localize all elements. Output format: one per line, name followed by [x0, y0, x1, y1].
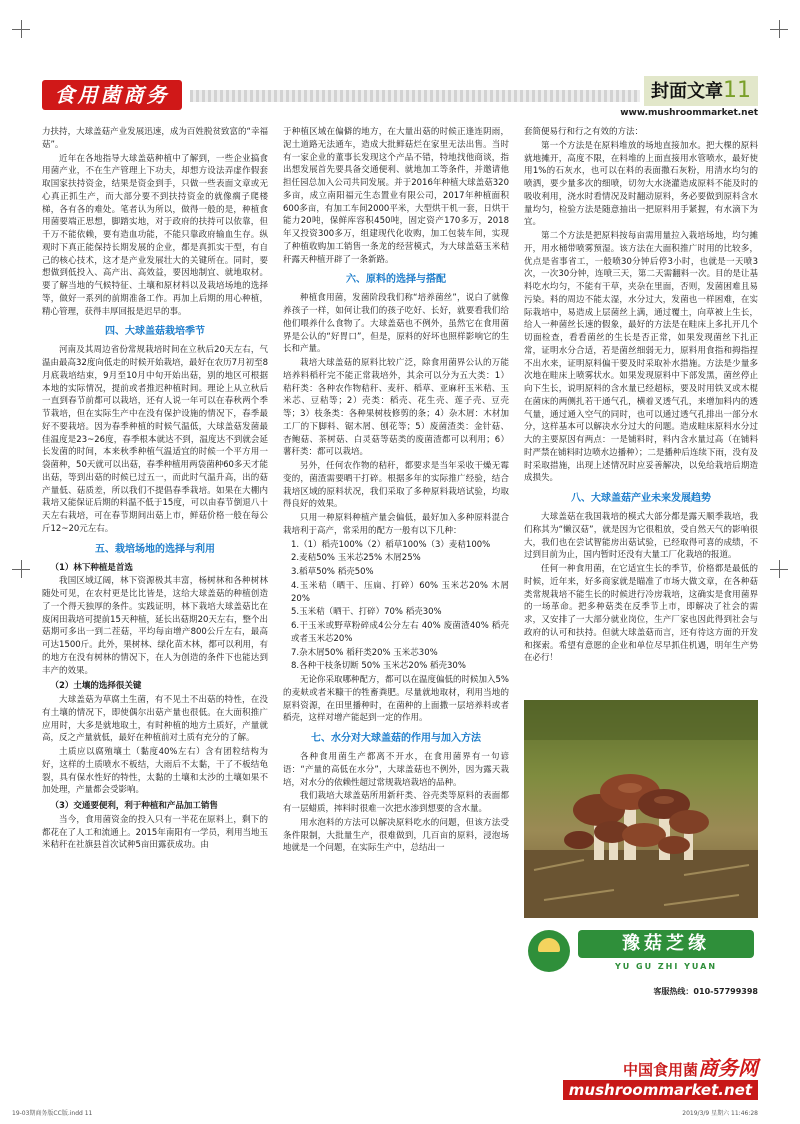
- section-heading: 五、栽培场地的选择与利用: [95, 543, 215, 555]
- paragraph: 大球盖菇为草腐土生菌，有不见土不出菇的特性，在没有土壤的情况下，即使偶尔出菇产量也很低。在大面积推广应用时，大多是就地取土，有时种植的地方土质好，产量就高，反之产量就低，最好在种植前对土质有充分的了解。: [42, 695, 268, 744]
- section-heading: 四、大球盖菇栽培季节: [105, 326, 205, 338]
- ad-title: 豫菇芝缘: [578, 930, 754, 958]
- formula-line: 5.玉米秸（晒干、打碎）70% 稻壳30%: [291, 607, 442, 618]
- formula-line: 1.（1）稻壳100%（2）稻草100%（3）麦秸100%: [291, 539, 491, 550]
- mushroom-cluster-illustration: [524, 700, 758, 918]
- section-heading: 六、原料的选择与搭配: [346, 274, 446, 286]
- paragraph: 任何一种食用菌，在它适宜生长的季节，价格都是最低的时候，近年来，好多商家就是瞄准了市场大做文章，在各种菇类常规栽培不能生长的时候进行冷房栽培，这确实是食用菌界的一场革命。把多种菇类在反季节上市，即解决了社会的需求，又安排了一大部分就业岗位，生产厂家也因此得到社会与政府的认可和扶持。但就大球盖菇而言，还有待这方面的开发和探索。希望有意愿的企业和单位尽早抓住机遇，明年生产势在必行！: [524, 564, 758, 664]
- article-column-3: [524, 126, 758, 666]
- section-heading: 七、水分对大球盖菇的作用与加入方法: [311, 733, 481, 744]
- formula-line: 6.干玉米或野草粉碎成4公分左右 40% 废菌渣40% 稻壳或者玉米芯20%: [291, 621, 509, 644]
- page-number: 11: [723, 78, 751, 103]
- brand-name-b: 商务网: [698, 1056, 758, 1080]
- paragraph: 无论你采取哪种配方，都可以在温度偏低的时候加入5%的麦麸或者米糠干的牲畜粪肥。尽量就地取材，利用当地的原料资源，在田里播种时，在菌种的上面撒一层培养料或者稻壳，这样对增产能起到一定的作用。: [283, 675, 509, 724]
- brand-name-a: 中国食用菌: [622, 1061, 698, 1079]
- magazine-logo: 食用菌商务: [42, 80, 182, 110]
- footer-brand-name: [623, 1052, 758, 1081]
- paragraph: 只用一种原料种植产量会偏低，最好加入多种原料混合栽培利于高产，常采用的配方一般有以下几种：: [283, 513, 509, 536]
- crop-mark: [12, 560, 30, 578]
- section-heading: 八、大球盖菇产业未来发展趋势: [571, 493, 711, 504]
- formula-line: 3.稻草50% 稻壳50%: [291, 567, 374, 577]
- subheading: （3）交通要便利，利于种植和产品加工销售: [50, 801, 218, 811]
- footer-brand-url: mushroommarket.net: [563, 1080, 758, 1100]
- crop-mark: [770, 20, 788, 38]
- article-column-2: [283, 126, 509, 856]
- paragraph: 套简便易行和行之有效的方法：: [524, 127, 644, 137]
- paragraph: 第二个方法是把原料按每亩需用量拉入栽培场地，均匀摊开，用水桶带喷雾预湿。该方法在大面积推广时用的比较多，优点是省事省工，一般喷30分钟后停3小时，也就是一天喷3次，一次30分钟，连喷三天，第二天需翻料一次。目的是让基料吃水均匀，不能有干草，夹杂在里面，否则，发菌困难且易污染。料的周边不能太湿，水分过大，发菌也一样困难，在实际栽培中，易造成上层菌丝上满，通过覆土，向草被上生长，给人一种菌丝长速的假象，最好的方法是在畦床上多扎开几个切面检查，看看菌丝的生长是否正常，如果发现菌丝下扎正常，证明水分合适，若是菌丝细弱无力，原料用食指和拇指捏不出水来，证明原料偏干要及时采取补水措施。方法是少量多次地在畦床上喷雾状水。如果发现原料中下部发黑，菌丝停止向下生长，说明原料的含水量已经超标，要及时用铁叉或木棍在菌床的两侧扎若干通气孔，横着叉透气孔，来增加料内的透气量，通过通入空气的同时，也可以通过透气孔排出一部分水分，这样基本可以解决水分过大的问题。造成畦床原料水分过大的主要原因有两点：一是铺料时，料内含水量过高（在铺料时严禁在铺料时边喷水边播种）；二是播种后连续下雨，没有及时采取措施，出现上述情况时应妥善解决，以免给栽培后期造成损失。: [524, 231, 758, 484]
- paragraph: 近年在各地指导大球盖菇种植中了解到，一些企业搞食用菌产业，不在生产管理上下功夫，却想方设法弄虚作假套取国家扶持资金，结果是资金到手，只做一些表面文章或无心真正抓生产，而大部分要不到扶持资金的就像瘸子爬楼梯，各有各的难处。笔者认为所以，做得一般的是，种植食用菌要端正思想，脚踏实地，对于政府的扶持可以依靠，但千万不能依赖，要有造血功能，不能只靠政府输血生存。纵观时下真正能保持长期发展的企业，都是真抓实干型，有自己的核心技术，这才是产业发展壮大的关键所在。同时，要想做到低投入、高产出、高效益，要因地制宜、就地取材。要了解当地的气候特征、土壤和原材料以及栽培场地的选择等，做好一系列的前期准备工作。再加上后期的用心种植，精心管理，获得丰厚回报是迟早的事。: [42, 153, 268, 317]
- ad-pinyin: YU GU ZHI YUAN: [614, 962, 718, 971]
- crop-mark: [770, 560, 788, 578]
- subheading: （2）土壤的选择很关键: [50, 681, 142, 692]
- paragraph: 栽培大球盖菇的原料比较广泛，除食用菌界公认的万能培养料稻秆完不能正常栽培外，其余可以分为五大类：1）秸秆类：各种农作物秸秆、麦秆、稻草、亚麻秆玉米秸、玉米芯、豆秸等；2）壳类：稻壳、花生壳、莲子壳、豆壳等；3）枝条类：各种果树枝修剪的条；4）杂木屑：木材加工厂的下脚料、锯木屑、刨花等；5）废菌渣类：金针菇、杏鲍菇、茶树菇、白灵菇等菇类的废菌渣都可以利用；6）薯秆类：都可以栽培。: [283, 358, 509, 458]
- section-title: [644, 76, 758, 106]
- formula-line: 7.杂木屑50% 稻秆类20% 玉米芯30%: [291, 647, 438, 658]
- footer-brand: [518, 1052, 758, 1102]
- paragraph: 力扶持，大球盖菇产业发展迅速，成为百姓脱贫致富的“幸福菇”。: [42, 127, 268, 150]
- paragraph: 我国区域辽阔，林下资源极其丰富，杨树林和各种树林随处可见，在农村更是比比皆是，这给大球盖菇的种植创造了一个得天独厚的条件。实践证明，林下栽培大球盖菇比在废闲田栽培可提前15天种植，延长出菇期20天左右，整个出菇期可多出一到二茬菇，平均每亩增产800公斤左右，最高可达1500斤。此外，果树林、绿化苗木林，都可以利用，有的地方在没有树林的情况下，在人为创造的条件下也能达到丰产的效果。: [42, 576, 268, 676]
- print-slug-date: 2019/3/9 星期六 11:46:28: [682, 1110, 758, 1117]
- crop-mark: [12, 20, 30, 38]
- soil-ground: [524, 850, 758, 918]
- paragraph: 种植食用菌，发菌阶段我们称“培养菌丝”，说白了就像养孩子一样，如何让我们的孩子吃好、长好，就要看我们给他们喂养什么食物了。大球盖菇也不例外，虽然它在食用菌界是公认的“好胃口”，但是，原料的好坏也照样影响它的生长和产量。: [283, 293, 509, 355]
- mushroom-caps: [564, 774, 709, 854]
- paragraph: 于种植区域在偏僻的地方，在大量出菇的时候正逢连阴雨，泥土道路无法通车，造成大批鲜菇烂在家里无法出售。当时有一家企业的董事长发现这个产品不错，特地找他商谈，指出想发展首先要具备交通便利、就地加工等条件，并邀请他担任园总加入公司共同发展。并于2016年种植大球盖菇320多亩，成立南阳福元生态置业有限公司，2017年种植面积600多亩，有加工车间2000平米，大型烘干机一套，日烘干能力20吨，保鲜库容积450吨，固定资产170多万，2018年又投资300多万，组建现代化收购，加工包装车间，实现了种植收购加工销售一条龙的经营模式，为大球盖菇玉米秸秆露天种植开辟了一条新路。: [283, 127, 509, 265]
- formula-line: 8.各种干枝条切断 50% 玉米芯20% 稻壳30%: [291, 661, 466, 672]
- page-header: [42, 60, 758, 118]
- service-hotline: 客服热线：010-57799398: [653, 987, 758, 996]
- formula-line: 4.玉米秸（晒干、压扁、打碎）60% 玉米芯20% 木屑20%: [291, 580, 509, 604]
- paragraph: 各种食用菌生产都离不开水，在食用菌界有一句谚语：“产量的高低在水分”，大球盖菇也不例外，因为露天栽培，对水分的依赖性超过常规栽培栽培的品种。: [283, 752, 509, 788]
- mushroom-photo: [524, 700, 758, 918]
- sponsor-ad: [524, 924, 758, 980]
- paragraph: 我们栽培大球盖菇所用新秆类、谷壳类等原料的表面都有一层蜡质，摔料时很难一次把水渗到想要的含水量。: [283, 791, 509, 814]
- article-column-1: [42, 126, 268, 853]
- header-decoration: [190, 90, 640, 102]
- paragraph: 大球盖菇在我国栽培的模式大部分都是露天顺季栽培，我们称其为“懒汉菇”，就是因为它很粗放，受自然天气的影响很大，我们也在尝试智能房出菇试验，已经取得可喜的成绩，不过到目前为止，国内暂时还没有大量工厂化栽培的报道。: [524, 512, 758, 561]
- paragraph: 用水泡料的方法可以解决原料吃水的问题，但该方法受条件限制，大批量生产，很难做到，几百亩的原料，浸泡场地就是一个问题，在实际生产中，总结出一: [283, 817, 509, 854]
- paragraph: 河南及其周边省份常规栽培时间在立秋后20天左右，气温由最高32度向低走的时候开始栽培，最好在农历7月初至8月底栽培结束，9月至10月中旬开始出菇，别的地区可根据本地的实际情况，提前或者推迟种植时间。理论上从立秋后一直到春节前都可以栽培，还有人说一年可以在春秋两个季节栽培，但在实际生产中在没有保护设施的情况下，春季最好不要栽培。因为春季种植的时候气温低，大球盖菇发菌最佳温度是23~26度，春季根本就达不到，温度达不到就会延长发菌的时间，本来秋季种植气温适宜的时候一个平方用一袋菌种，50天就可以出菇，春季种植用两袋菌种60多天才能出菇，等到出菇的时候已过五一，而此时气温升高，出的菇产量低、菇质差，所以我们不提倡春季栽培。如果在大棚内栽培又能保证后期的料温不低于15度，可以由春节倒退八十天左右栽培，可在春节期间出菇上市，鲜菇价格一般在每公斤12~20元左右。: [42, 345, 268, 534]
- paragraph: 当今，食用菌资金的投入只有一半花在原料上，剩下的都花在了人工和流通上。2015年南阳有一学员，利用当地玉米秸秆在社旗县首次试种5亩田露获成功。由: [42, 814, 268, 851]
- mushroom-logo-icon: [528, 930, 570, 972]
- paragraph: 另外，任何农作物的秸秆，都要求是当年采收干燥无霉变的，菌渣需要晒干打碎。根据多年的实际推广经验，结合栽培区域的原料状况，我们采取了多种原料栽培试验，均取得良好的效果。: [283, 461, 509, 510]
- print-slug-file: 19-03期商务版CC版.indd 11: [12, 1110, 93, 1117]
- site-url: www.mushroommarket.net: [620, 108, 758, 118]
- paragraph: 第一个方法是在原料堆放的场地直接加水。把大棵的原料就地摊开，高度不限，在料堆的上面直接用水管喷水，最好使用1%的石灰水，也可以在料的表面撒石灰粉，用清水均匀的喷洒，要少量多次的细喷，切勿大水浇灌造成原料不能及时的吸收利用，浇水时看情况及时翻动原料，务必要做到原料含水量均匀，检验方法是随意抽出一把原料用手紧握，有水滴下为宜。: [524, 140, 758, 228]
- paragraph: 土质应以腐殖壤土（黏度40%左右）含有团粒结构为好，这样的土质喷水不板结，大雨后不太黏，干了不板结龟裂，具有保水性好的特性，太黏的土壤和太沙的土壤如果不加处理，产量都会受影响。: [42, 747, 268, 796]
- subheading: （1）林下种植是首选: [50, 562, 133, 573]
- section-label: 封面文章: [651, 81, 723, 102]
- formula-line: 2.麦秸50% 玉米芯25% 木屑25%: [291, 553, 421, 564]
